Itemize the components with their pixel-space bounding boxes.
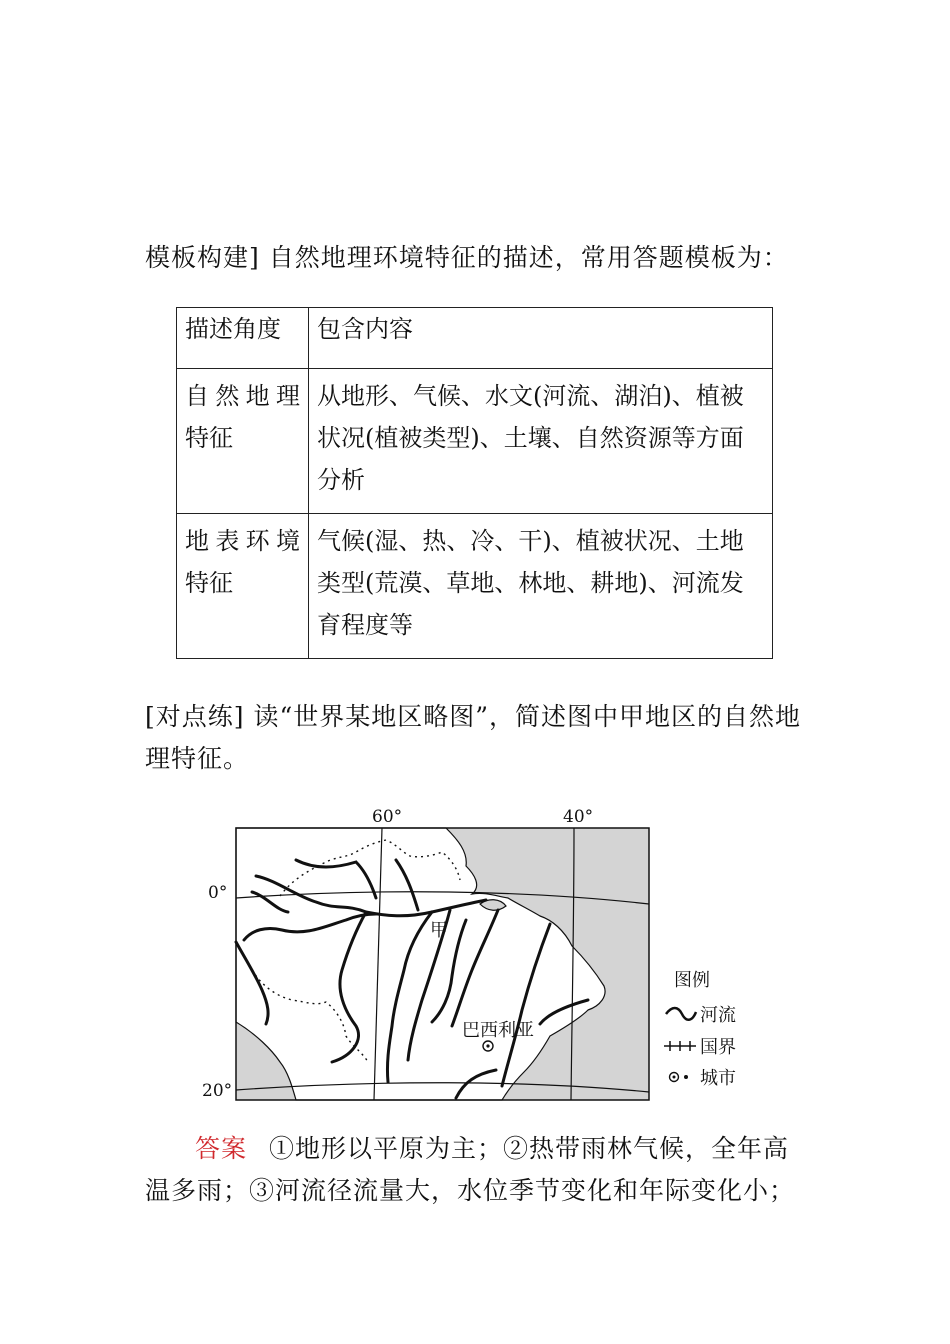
angle-line: 地表环境 bbox=[185, 527, 300, 555]
city-marker-dot bbox=[486, 1044, 489, 1047]
content-cell: 气候(湿、热、冷、干)、植被状况、土地类型(荒漠、草地、林地、耕地)、河流发育程度等 bbox=[309, 514, 773, 659]
angle-cell bbox=[177, 514, 309, 659]
city-symbol-dot bbox=[673, 1076, 676, 1079]
region-map bbox=[196, 800, 756, 1110]
table-row bbox=[177, 369, 773, 514]
angle-line: 特征 bbox=[185, 569, 233, 597]
lon-label-60: 60° bbox=[372, 807, 403, 827]
legend-border-label: 国界 bbox=[700, 1037, 736, 1058]
map-svg bbox=[196, 800, 756, 1110]
answer-label: 答案 bbox=[195, 1134, 248, 1163]
city-label: 巴西利亚 bbox=[462, 1020, 534, 1041]
river-symbol-icon bbox=[666, 1008, 696, 1020]
lon-label-40: 40° bbox=[563, 807, 594, 827]
angle-cell bbox=[177, 369, 309, 514]
answer-paragraph bbox=[145, 1128, 810, 1212]
header-angle-cell: 描述角度 bbox=[177, 308, 309, 369]
legend-title: 图例 bbox=[674, 970, 710, 991]
legend-city-label: 城市 bbox=[700, 1068, 736, 1089]
lat-label-20: 20° bbox=[202, 1081, 233, 1101]
border-symbol-icon bbox=[664, 1041, 696, 1051]
legend-river-label: 河流 bbox=[700, 1005, 736, 1026]
answer-text: ①地形以平原为主；②热带雨林气候，全年高温多雨；③河流径流量大，水位季节变化和年际变化小； bbox=[145, 1134, 796, 1205]
angle-line: 特征 bbox=[185, 424, 233, 452]
answer-template-table bbox=[176, 307, 773, 659]
region-label-jia: 甲 bbox=[430, 920, 448, 941]
header-content-cell: 包含内容 bbox=[309, 308, 773, 369]
table-header-row bbox=[177, 308, 773, 369]
practice-question: [对点练] 读“世界某地区略图”，简述图中甲地区的自然地理特征。 bbox=[145, 702, 802, 773]
content-cell: 从地形、气候、水文(河流、湖泊)、植被状况(植被类型)、土壤、自然资源等方面分析 bbox=[309, 369, 773, 514]
table-row bbox=[177, 514, 773, 659]
lat-label-0: 0° bbox=[208, 883, 228, 903]
angle-line: 自然地理 bbox=[185, 382, 300, 410]
city-symbol-dot bbox=[684, 1075, 688, 1079]
template-intro-text: 模板构建] 自然地理环境特征的描述，常用答题模板为： bbox=[145, 243, 789, 272]
